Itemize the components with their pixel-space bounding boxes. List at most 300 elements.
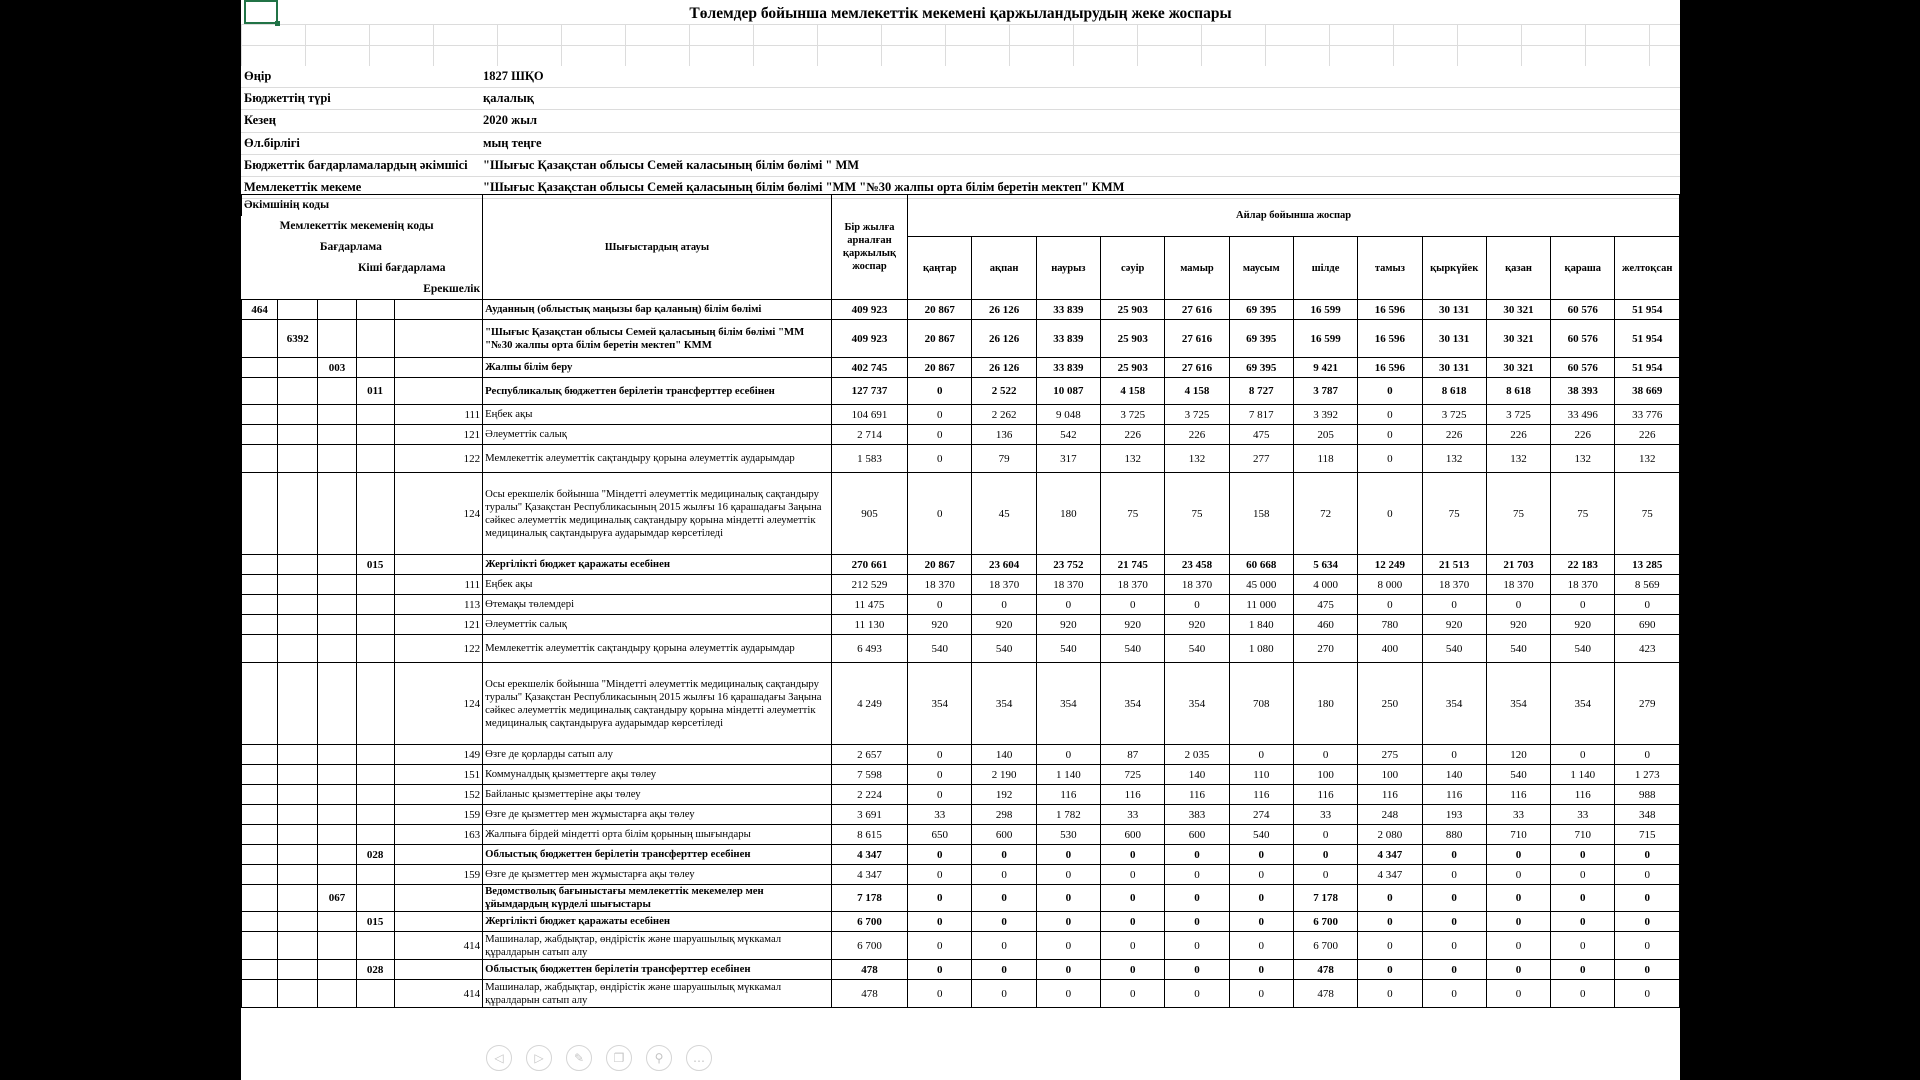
- month-value-cell[interactable]: 4 347: [1358, 845, 1422, 865]
- specific-cell[interactable]: [394, 358, 482, 378]
- annual-plan-cell[interactable]: 270 661: [831, 555, 907, 575]
- month-value-cell[interactable]: 0: [908, 595, 972, 615]
- month-value-cell[interactable]: 26 126: [972, 300, 1036, 320]
- month-value-cell[interactable]: 920: [1101, 615, 1165, 635]
- month-value-cell[interactable]: 140: [1422, 765, 1486, 785]
- expense-name-cell[interactable]: Өзге де қорларды сатып алу: [483, 745, 832, 765]
- month-value-cell[interactable]: 298: [972, 805, 1036, 825]
- month-value-cell[interactable]: 116: [1486, 785, 1550, 805]
- program-cell[interactable]: [318, 865, 356, 885]
- annual-plan-cell[interactable]: 6 493: [831, 635, 907, 663]
- annual-plan-cell[interactable]: 8 615: [831, 825, 907, 845]
- month-value-cell[interactable]: 0: [908, 785, 972, 805]
- admin-code-cell[interactable]: [242, 320, 278, 358]
- institution-code-cell[interactable]: [278, 555, 318, 575]
- month-value-cell[interactable]: 920: [908, 615, 972, 635]
- month-value-cell[interactable]: 75: [1551, 473, 1615, 555]
- program-cell[interactable]: [318, 912, 356, 932]
- month-value-cell[interactable]: 140: [1165, 765, 1229, 785]
- month-value-cell[interactable]: 116: [1422, 785, 1486, 805]
- month-value-cell[interactable]: 400: [1358, 635, 1422, 663]
- month-value-cell[interactable]: 600: [1165, 825, 1229, 845]
- institution-code-cell[interactable]: [278, 473, 318, 555]
- month-value-cell[interactable]: 23 604: [972, 555, 1036, 575]
- month-value-cell[interactable]: 600: [972, 825, 1036, 845]
- month-value-cell[interactable]: 116: [1551, 785, 1615, 805]
- month-value-cell[interactable]: 0: [1165, 885, 1229, 912]
- month-value-cell[interactable]: 354: [1165, 663, 1229, 745]
- program-cell[interactable]: [318, 932, 356, 960]
- month-value-cell[interactable]: 275: [1358, 745, 1422, 765]
- month-value-cell[interactable]: 354: [1486, 663, 1550, 745]
- month-value-cell[interactable]: 20 867: [908, 320, 972, 358]
- month-value-cell[interactable]: 0: [1036, 885, 1100, 912]
- specific-cell[interactable]: 113: [394, 595, 482, 615]
- month-value-cell[interactable]: 9 421: [1293, 358, 1357, 378]
- subprogram-cell[interactable]: [356, 785, 394, 805]
- month-value-cell[interactable]: 4 158: [1101, 378, 1165, 405]
- month-value-cell[interactable]: 0: [1615, 865, 1680, 885]
- month-value-cell[interactable]: 75: [1615, 473, 1680, 555]
- admin-code-cell[interactable]: [242, 358, 278, 378]
- specific-cell[interactable]: [394, 960, 482, 980]
- month-value-cell[interactable]: 0: [1165, 845, 1229, 865]
- month-value-cell[interactable]: 69 395: [1229, 358, 1293, 378]
- expense-name-cell[interactable]: Өзге де қызметтер мен жұмыстарға ақы төлеу: [483, 805, 832, 825]
- month-value-cell[interactable]: 132: [1551, 445, 1615, 473]
- annual-plan-cell[interactable]: 478: [831, 980, 907, 1008]
- month-value-cell[interactable]: 10 087: [1036, 378, 1100, 405]
- admin-code-cell[interactable]: [242, 663, 278, 745]
- annual-plan-cell[interactable]: 2 714: [831, 425, 907, 445]
- month-value-cell[interactable]: 1 782: [1036, 805, 1100, 825]
- month-value-cell[interactable]: 540: [1551, 635, 1615, 663]
- month-value-cell[interactable]: 5 634: [1293, 555, 1357, 575]
- institution-code-cell[interactable]: [278, 358, 318, 378]
- month-value-cell[interactable]: 0: [908, 745, 972, 765]
- program-cell[interactable]: [318, 825, 356, 845]
- month-value-cell[interactable]: 3 392: [1293, 405, 1357, 425]
- month-value-cell[interactable]: 18 370: [1165, 575, 1229, 595]
- admin-code-cell[interactable]: [242, 825, 278, 845]
- specific-cell[interactable]: 111: [394, 405, 482, 425]
- month-value-cell[interactable]: 460: [1293, 615, 1357, 635]
- program-cell[interactable]: 003: [318, 358, 356, 378]
- month-value-cell[interactable]: 6 700: [1293, 912, 1357, 932]
- month-value-cell[interactable]: 8 727: [1229, 378, 1293, 405]
- expense-name-cell[interactable]: Облыстық бюджеттен берілетін трансферттер есебінен: [483, 845, 832, 865]
- month-value-cell[interactable]: 18 370: [1101, 575, 1165, 595]
- month-value-cell[interactable]: 0: [1036, 960, 1100, 980]
- admin-code-cell[interactable]: [242, 785, 278, 805]
- month-value-cell[interactable]: 33: [908, 805, 972, 825]
- month-value-cell[interactable]: 0: [1551, 745, 1615, 765]
- month-value-cell[interactable]: 0: [1293, 865, 1357, 885]
- month-value-cell[interactable]: 75: [1165, 473, 1229, 555]
- month-value-cell[interactable]: 0: [1165, 960, 1229, 980]
- institution-code-cell[interactable]: [278, 805, 318, 825]
- annual-plan-cell[interactable]: 4 249: [831, 663, 907, 745]
- month-value-cell[interactable]: 116: [1229, 785, 1293, 805]
- specific-cell[interactable]: 152: [394, 785, 482, 805]
- month-value-cell[interactable]: 192: [972, 785, 1036, 805]
- month-value-cell[interactable]: 72: [1293, 473, 1357, 555]
- month-value-cell[interactable]: 21 513: [1422, 555, 1486, 575]
- month-value-cell[interactable]: 0: [1036, 595, 1100, 615]
- month-value-cell[interactable]: 0: [1293, 825, 1357, 845]
- month-value-cell[interactable]: 540: [1165, 635, 1229, 663]
- month-value-cell[interactable]: 0: [1422, 980, 1486, 1008]
- institution-code-cell[interactable]: [278, 425, 318, 445]
- month-value-cell[interactable]: 100: [1358, 765, 1422, 785]
- month-value-cell[interactable]: 23 752: [1036, 555, 1100, 575]
- admin-code-cell[interactable]: [242, 615, 278, 635]
- expense-name-cell[interactable]: Ведомстволық бағыныстағы мемлекеттік мекемелер мен ұйымдардың күрделі шығыстары: [483, 885, 832, 912]
- month-value-cell[interactable]: 16 596: [1358, 358, 1422, 378]
- month-value-cell[interactable]: 20 867: [908, 555, 972, 575]
- month-value-cell[interactable]: 0: [1165, 865, 1229, 885]
- month-value-cell[interactable]: 0: [1615, 980, 1680, 1008]
- month-value-cell[interactable]: 0: [908, 932, 972, 960]
- month-value-cell[interactable]: 23 458: [1165, 555, 1229, 575]
- subprogram-cell[interactable]: [356, 615, 394, 635]
- month-value-cell[interactable]: 33 776: [1615, 405, 1680, 425]
- month-value-cell[interactable]: 0: [1486, 912, 1550, 932]
- institution-code-cell[interactable]: [278, 300, 318, 320]
- subprogram-cell[interactable]: [356, 445, 394, 473]
- institution-code-cell[interactable]: [278, 445, 318, 473]
- month-value-cell[interactable]: 116: [1036, 785, 1100, 805]
- annual-plan-cell[interactable]: 3 691: [831, 805, 907, 825]
- month-value-cell[interactable]: 478: [1293, 960, 1357, 980]
- annual-plan-cell[interactable]: 2 657: [831, 745, 907, 765]
- month-value-cell[interactable]: 8 000: [1358, 575, 1422, 595]
- month-value-cell[interactable]: 0: [1422, 595, 1486, 615]
- month-value-cell[interactable]: 25 903: [1101, 358, 1165, 378]
- admin-code-cell[interactable]: [242, 845, 278, 865]
- annual-plan-cell[interactable]: 402 745: [831, 358, 907, 378]
- month-value-cell[interactable]: 30 321: [1486, 300, 1550, 320]
- month-value-cell[interactable]: 0: [1101, 885, 1165, 912]
- month-value-cell[interactable]: 0: [972, 865, 1036, 885]
- month-value-cell[interactable]: 2 080: [1358, 825, 1422, 845]
- month-value-cell[interactable]: 0: [1422, 932, 1486, 960]
- month-value-cell[interactable]: 0: [1101, 932, 1165, 960]
- subprogram-cell[interactable]: [356, 473, 394, 555]
- month-value-cell[interactable]: 0: [1101, 845, 1165, 865]
- month-value-cell[interactable]: 650: [908, 825, 972, 845]
- specific-cell[interactable]: [394, 555, 482, 575]
- pen-icon[interactable]: ✎: [566, 1045, 592, 1071]
- month-value-cell[interactable]: 110: [1229, 765, 1293, 785]
- month-value-cell[interactable]: 600: [1101, 825, 1165, 845]
- month-value-cell[interactable]: 33 839: [1036, 300, 1100, 320]
- month-value-cell[interactable]: 27 616: [1165, 300, 1229, 320]
- month-value-cell[interactable]: 0: [1165, 595, 1229, 615]
- expense-name-cell[interactable]: Еңбек ақы: [483, 405, 832, 425]
- specific-cell[interactable]: 121: [394, 615, 482, 635]
- month-value-cell[interactable]: 3 725: [1422, 405, 1486, 425]
- admin-code-cell[interactable]: [242, 932, 278, 960]
- month-value-cell[interactable]: 13 285: [1615, 555, 1680, 575]
- institution-code-cell[interactable]: [278, 845, 318, 865]
- month-value-cell[interactable]: 26 126: [972, 320, 1036, 358]
- month-value-cell[interactable]: 140: [972, 745, 1036, 765]
- month-value-cell[interactable]: 0: [908, 473, 972, 555]
- annual-plan-cell[interactable]: 478: [831, 960, 907, 980]
- expense-name-cell[interactable]: Байланыс қызметтеріне ақы төлеу: [483, 785, 832, 805]
- month-value-cell[interactable]: 33: [1101, 805, 1165, 825]
- program-cell[interactable]: [318, 615, 356, 635]
- month-value-cell[interactable]: 0: [972, 932, 1036, 960]
- specific-cell[interactable]: [394, 300, 482, 320]
- month-value-cell[interactable]: 383: [1165, 805, 1229, 825]
- month-value-cell[interactable]: 0: [1229, 912, 1293, 932]
- month-value-cell[interactable]: 270: [1293, 635, 1357, 663]
- program-cell[interactable]: [318, 405, 356, 425]
- month-value-cell[interactable]: 0: [1486, 980, 1550, 1008]
- annual-plan-cell[interactable]: 6 700: [831, 912, 907, 932]
- month-value-cell[interactable]: 60 668: [1229, 555, 1293, 575]
- month-value-cell[interactable]: 530: [1036, 825, 1100, 845]
- month-value-cell[interactable]: 354: [1101, 663, 1165, 745]
- month-value-cell[interactable]: 51 954: [1615, 358, 1680, 378]
- month-value-cell[interactable]: 920: [1036, 615, 1100, 635]
- month-value-cell[interactable]: 0: [1101, 595, 1165, 615]
- month-value-cell[interactable]: 0: [1036, 912, 1100, 932]
- month-value-cell[interactable]: 540: [972, 635, 1036, 663]
- subprogram-cell[interactable]: [356, 575, 394, 595]
- month-value-cell[interactable]: 33: [1551, 805, 1615, 825]
- month-value-cell[interactable]: 0: [1036, 745, 1100, 765]
- month-value-cell[interactable]: 26 126: [972, 358, 1036, 378]
- expense-name-cell[interactable]: Еңбек ақы: [483, 575, 832, 595]
- institution-code-cell[interactable]: [278, 635, 318, 663]
- month-value-cell[interactable]: 0: [1229, 960, 1293, 980]
- month-value-cell[interactable]: 60 576: [1551, 358, 1615, 378]
- expense-name-cell[interactable]: Жалпыға бірдей міндетті орта білім қорының шығындары: [483, 825, 832, 845]
- month-value-cell[interactable]: 136: [972, 425, 1036, 445]
- copy-icon[interactable]: ❐: [606, 1045, 632, 1071]
- month-value-cell[interactable]: 0: [1358, 595, 1422, 615]
- month-value-cell[interactable]: 116: [1293, 785, 1357, 805]
- month-value-cell[interactable]: 180: [1036, 473, 1100, 555]
- month-value-cell[interactable]: 8 569: [1615, 575, 1680, 595]
- month-value-cell[interactable]: 780: [1358, 615, 1422, 635]
- month-value-cell[interactable]: 6 700: [1293, 932, 1357, 960]
- subprogram-cell[interactable]: 015: [356, 555, 394, 575]
- subprogram-cell[interactable]: [356, 358, 394, 378]
- subprogram-cell[interactable]: [356, 885, 394, 912]
- month-value-cell[interactable]: 33 839: [1036, 358, 1100, 378]
- expense-name-cell[interactable]: Жергілікті бюджет қаражаты есебінен: [483, 912, 832, 932]
- month-value-cell[interactable]: 226: [1615, 425, 1680, 445]
- month-value-cell[interactable]: 116: [1165, 785, 1229, 805]
- specific-cell[interactable]: [394, 378, 482, 405]
- specific-cell[interactable]: 124: [394, 473, 482, 555]
- month-value-cell[interactable]: 279: [1615, 663, 1680, 745]
- specific-cell[interactable]: 414: [394, 980, 482, 1008]
- month-value-cell[interactable]: 0: [908, 445, 972, 473]
- month-value-cell[interactable]: 193: [1422, 805, 1486, 825]
- annual-plan-cell[interactable]: 1 583: [831, 445, 907, 473]
- month-value-cell[interactable]: 30 131: [1422, 300, 1486, 320]
- month-value-cell[interactable]: 0: [972, 885, 1036, 912]
- month-value-cell[interactable]: 0: [1229, 865, 1293, 885]
- institution-code-cell[interactable]: [278, 912, 318, 932]
- month-value-cell[interactable]: 0: [1036, 845, 1100, 865]
- month-value-cell[interactable]: 0: [1422, 912, 1486, 932]
- month-value-cell[interactable]: 25 903: [1101, 300, 1165, 320]
- admin-code-cell[interactable]: 464: [242, 300, 278, 320]
- month-value-cell[interactable]: 69 395: [1229, 300, 1293, 320]
- month-value-cell[interactable]: 75: [1101, 473, 1165, 555]
- annual-plan-cell[interactable]: 212 529: [831, 575, 907, 595]
- month-value-cell[interactable]: 33 839: [1036, 320, 1100, 358]
- month-value-cell[interactable]: 25 903: [1101, 320, 1165, 358]
- month-value-cell[interactable]: 38 393: [1551, 378, 1615, 405]
- program-cell[interactable]: [318, 445, 356, 473]
- selected-cell[interactable]: [244, 0, 278, 24]
- month-value-cell[interactable]: 132: [1101, 445, 1165, 473]
- month-value-cell[interactable]: 51 954: [1615, 300, 1680, 320]
- annual-plan-cell[interactable]: 4 347: [831, 865, 907, 885]
- month-value-cell[interactable]: 20 867: [908, 300, 972, 320]
- month-value-cell[interactable]: 0: [908, 378, 972, 405]
- month-value-cell[interactable]: 132: [1165, 445, 1229, 473]
- subprogram-cell[interactable]: [356, 865, 394, 885]
- admin-code-cell[interactable]: [242, 445, 278, 473]
- expense-name-cell[interactable]: Осы ерекшелік бойынша "Міндетті әлеуметтік медициналық сақтандыру туралы" Қазақстан Республикасының 2015 жылғы 16 қарашадағы Заңына сәйкес әлеуметтік медициналық сақтандыру қорына міндетті әлеуметтік медициналық сақтандыруға аударымдар көрсетіледі: [483, 663, 832, 745]
- month-value-cell[interactable]: 542: [1036, 425, 1100, 445]
- month-value-cell[interactable]: 0: [1165, 980, 1229, 1008]
- month-value-cell[interactable]: 317: [1036, 445, 1100, 473]
- month-value-cell[interactable]: 0: [1615, 885, 1680, 912]
- subprogram-cell[interactable]: [356, 635, 394, 663]
- month-value-cell[interactable]: 354: [908, 663, 972, 745]
- month-value-cell[interactable]: 7 817: [1229, 405, 1293, 425]
- month-value-cell[interactable]: 30 321: [1486, 320, 1550, 358]
- subprogram-cell[interactable]: [356, 980, 394, 1008]
- month-value-cell[interactable]: 0: [908, 912, 972, 932]
- month-value-cell[interactable]: 0: [1551, 865, 1615, 885]
- admin-code-cell[interactable]: [242, 595, 278, 615]
- subprogram-cell[interactable]: 011: [356, 378, 394, 405]
- program-cell[interactable]: [318, 805, 356, 825]
- month-value-cell[interactable]: 710: [1486, 825, 1550, 845]
- month-value-cell[interactable]: 12 249: [1358, 555, 1422, 575]
- month-value-cell[interactable]: 27 616: [1165, 320, 1229, 358]
- month-value-cell[interactable]: 0: [1422, 885, 1486, 912]
- month-value-cell[interactable]: 0: [908, 405, 972, 425]
- month-value-cell[interactable]: 0: [1358, 405, 1422, 425]
- expense-name-cell[interactable]: "Шығыс Қазақстан облысы Семей қаласының білім бөлімі "ММ "№30 жалпы орта білім беретін мектеп" КММ: [483, 320, 832, 358]
- month-value-cell[interactable]: 0: [1358, 885, 1422, 912]
- month-value-cell[interactable]: 0: [1229, 980, 1293, 1008]
- month-value-cell[interactable]: 0: [1486, 885, 1550, 912]
- month-value-cell[interactable]: 30 321: [1486, 358, 1550, 378]
- month-value-cell[interactable]: 60 576: [1551, 320, 1615, 358]
- month-value-cell[interactable]: 540: [1486, 635, 1550, 663]
- month-value-cell[interactable]: 0: [972, 980, 1036, 1008]
- month-value-cell[interactable]: 0: [1615, 595, 1680, 615]
- month-value-cell[interactable]: 69 395: [1229, 320, 1293, 358]
- institution-code-cell[interactable]: [278, 575, 318, 595]
- month-value-cell[interactable]: 0: [972, 595, 1036, 615]
- institution-code-cell[interactable]: [278, 663, 318, 745]
- annual-plan-cell[interactable]: 409 923: [831, 300, 907, 320]
- month-value-cell[interactable]: 0: [1293, 845, 1357, 865]
- admin-code-cell[interactable]: [242, 865, 278, 885]
- program-cell[interactable]: [318, 473, 356, 555]
- month-value-cell[interactable]: 205: [1293, 425, 1357, 445]
- month-value-cell[interactable]: 354: [1036, 663, 1100, 745]
- month-value-cell[interactable]: 0: [1615, 745, 1680, 765]
- program-cell[interactable]: [318, 300, 356, 320]
- annual-plan-cell[interactable]: 7 178: [831, 885, 907, 912]
- expense-name-cell[interactable]: Әлеуметтік салық: [483, 615, 832, 635]
- expense-name-cell[interactable]: Республикалық бюджеттен берілетін трансферттер есебінен: [483, 378, 832, 405]
- month-value-cell[interactable]: 0: [1358, 378, 1422, 405]
- month-value-cell[interactable]: 4 347: [1358, 865, 1422, 885]
- month-value-cell[interactable]: 880: [1422, 825, 1486, 845]
- specific-cell[interactable]: [394, 912, 482, 932]
- month-value-cell[interactable]: 690: [1615, 615, 1680, 635]
- program-cell[interactable]: [318, 555, 356, 575]
- month-value-cell[interactable]: 30 131: [1422, 358, 1486, 378]
- expense-name-cell[interactable]: Мемлекеттік әлеуметтік сақтандыру қорына әлеуметтік аударымдар: [483, 635, 832, 663]
- month-value-cell[interactable]: 0: [1101, 865, 1165, 885]
- month-value-cell[interactable]: 4 000: [1293, 575, 1357, 595]
- month-value-cell[interactable]: 11 000: [1229, 595, 1293, 615]
- month-value-cell[interactable]: 27 616: [1165, 358, 1229, 378]
- month-value-cell[interactable]: 18 370: [972, 575, 1036, 595]
- month-value-cell[interactable]: 16 596: [1358, 300, 1422, 320]
- month-value-cell[interactable]: 920: [1486, 615, 1550, 635]
- program-cell[interactable]: [318, 320, 356, 358]
- admin-code-cell[interactable]: [242, 745, 278, 765]
- month-value-cell[interactable]: 18 370: [1486, 575, 1550, 595]
- month-value-cell[interactable]: 920: [1422, 615, 1486, 635]
- more-icon[interactable]: …: [686, 1045, 712, 1071]
- month-value-cell[interactable]: 116: [1358, 785, 1422, 805]
- month-value-cell[interactable]: 475: [1229, 425, 1293, 445]
- program-cell[interactable]: [318, 663, 356, 745]
- month-value-cell[interactable]: 0: [908, 865, 972, 885]
- admin-code-cell[interactable]: [242, 575, 278, 595]
- subprogram-cell[interactable]: [356, 320, 394, 358]
- month-value-cell[interactable]: 18 370: [1551, 575, 1615, 595]
- institution-code-cell[interactable]: [278, 745, 318, 765]
- month-value-cell[interactable]: 1 140: [1551, 765, 1615, 785]
- month-value-cell[interactable]: 132: [1615, 445, 1680, 473]
- month-value-cell[interactable]: 540: [1229, 825, 1293, 845]
- institution-code-cell[interactable]: [278, 885, 318, 912]
- month-value-cell[interactable]: 1 273: [1615, 765, 1680, 785]
- month-value-cell[interactable]: 0: [1101, 912, 1165, 932]
- month-value-cell[interactable]: 22 183: [1551, 555, 1615, 575]
- month-value-cell[interactable]: 0: [972, 845, 1036, 865]
- month-value-cell[interactable]: 16 596: [1358, 320, 1422, 358]
- specific-cell[interactable]: [394, 885, 482, 912]
- program-cell[interactable]: [318, 745, 356, 765]
- month-value-cell[interactable]: 920: [1551, 615, 1615, 635]
- month-value-cell[interactable]: 0: [1036, 932, 1100, 960]
- subprogram-cell[interactable]: [356, 405, 394, 425]
- month-value-cell[interactable]: 3 725: [1165, 405, 1229, 425]
- month-value-cell[interactable]: 100: [1293, 765, 1357, 785]
- month-value-cell[interactable]: 1 140: [1036, 765, 1100, 785]
